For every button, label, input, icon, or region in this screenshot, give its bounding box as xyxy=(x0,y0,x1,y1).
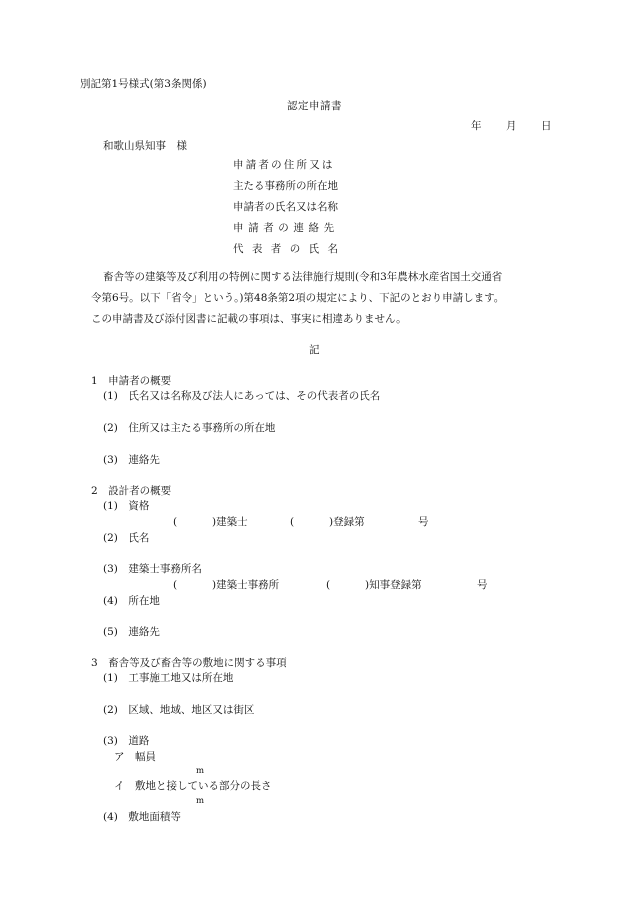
body-line-3: この申請書及び添付図書に記載の事項は、事実に相違ありません。 xyxy=(91,313,407,325)
frontage-length-unit: m xyxy=(196,796,205,806)
office-governor-registration: )知事登録第 xyxy=(365,579,422,591)
applicant-contact: 申請者の連絡先 xyxy=(233,222,339,234)
section2-item3: (3) 建築士事務所名 xyxy=(103,563,202,575)
section1-item2: (2) 住所又は主たる事務所の所在地 xyxy=(103,422,276,434)
road-width-label: ア 幅員 xyxy=(114,751,156,763)
section3-item1: (1) 工事施工地又は所在地 xyxy=(103,672,234,684)
office-open-paren-1: ( xyxy=(173,579,178,591)
section3-heading: 3 畜舎等及び畜舎等の敷地に関する事項 xyxy=(91,657,287,669)
qual-open-paren-2: ( xyxy=(290,516,295,528)
section1-item3: (3) 連絡先 xyxy=(103,454,160,466)
addressee: 和歌山県知事 様 xyxy=(103,140,187,152)
qual-registration: )登録第 xyxy=(329,516,365,528)
section2-heading: 2 設計者の概要 xyxy=(91,485,172,497)
ki-marker: 記 xyxy=(309,344,320,356)
qual-number-suffix: 号 xyxy=(418,516,429,528)
date-year: 年 xyxy=(471,120,482,132)
section1-heading: 1 申請者の概要 xyxy=(91,375,172,387)
applicant-address-line2: 主たる事務所の所在地 xyxy=(233,180,338,192)
office-open-paren-2: ( xyxy=(326,579,331,591)
office-architect-office: )建築士事務所 xyxy=(212,579,280,591)
representative-name: 代表者の氏名 xyxy=(233,243,347,255)
road-width-unit: m xyxy=(196,766,205,776)
qual-architect: )建築士 xyxy=(212,516,248,528)
section3-item2: (2) 区域、地域、地区又は街区 xyxy=(103,704,255,716)
section1-item1: (1) 氏名又は名称及び法人にあっては、その代表者の氏名 xyxy=(103,390,381,402)
form-label: 別記第1号様式(第3条関係) xyxy=(80,78,207,90)
applicant-name: 申請者の氏名又は名称 xyxy=(233,201,338,213)
body-line-2: 令第6号。以下「省令」という。)第48条第2項の規定により、下記のとおり申請します。 xyxy=(91,292,505,304)
date-day: 日 xyxy=(541,120,552,132)
body-line-1: 畜舎等の建築等及び利用の特例に関する法律施行規則(令和3年農林水産省国土交通省 xyxy=(103,271,503,283)
section2-item1: (1) 資格 xyxy=(103,500,150,512)
section2-item2: (2) 氏名 xyxy=(103,532,150,544)
section2-item4: (4) 所在地 xyxy=(103,595,160,607)
office-number-suffix: 号 xyxy=(477,579,488,591)
document-title: 認定申請書 xyxy=(287,100,342,112)
section3-item3: (3) 道路 xyxy=(103,735,150,747)
applicant-address-line1: 申請者の住所又は xyxy=(233,159,335,171)
qual-open-paren-1: ( xyxy=(173,516,178,528)
section2-item5: (5) 連絡先 xyxy=(103,626,160,638)
date-month: 月 xyxy=(506,120,517,132)
frontage-length-label: イ 敷地と接している部分の長さ xyxy=(114,780,272,792)
section3-item4: (4) 敷地面積等 xyxy=(103,811,181,823)
